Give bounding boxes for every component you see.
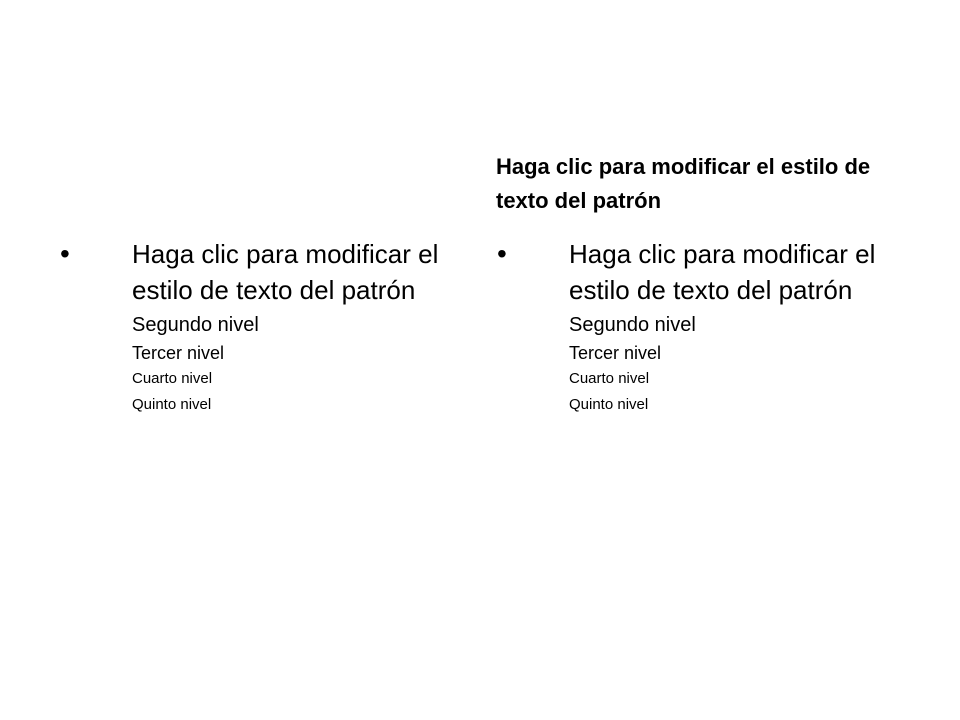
left-level4-text: Cuarto nivel [132,370,213,387]
bullet-icon: • [497,238,507,269]
left-level3-text: Tercer nivel [132,343,225,363]
right-level5-text: Quinto nivel [569,396,649,413]
left-content-placeholder[interactable] [60,236,460,418]
right-level1-text: Haga clic para modificar el estilo de texto del patrón [569,239,876,305]
left-bullet-item [60,236,460,418]
right-bullet-item [497,236,897,418]
right-level4-text: Cuarto nivel [569,370,650,387]
bullet-icon: • [60,238,70,269]
right-level2-text: Segundo nivel [569,314,696,336]
right-column-heading[interactable]: Haga clic para modificar el estilo de texto del patrón [496,154,871,213]
right-content-placeholder[interactable] [497,236,897,418]
left-level2-text: Segundo nivel [132,314,259,336]
right-level3-text: Tercer nivel [569,343,662,363]
left-level5-text: Quinto nivel [132,396,212,413]
left-level1-text: Haga clic para modificar el estilo de texto del patrón [132,239,439,305]
